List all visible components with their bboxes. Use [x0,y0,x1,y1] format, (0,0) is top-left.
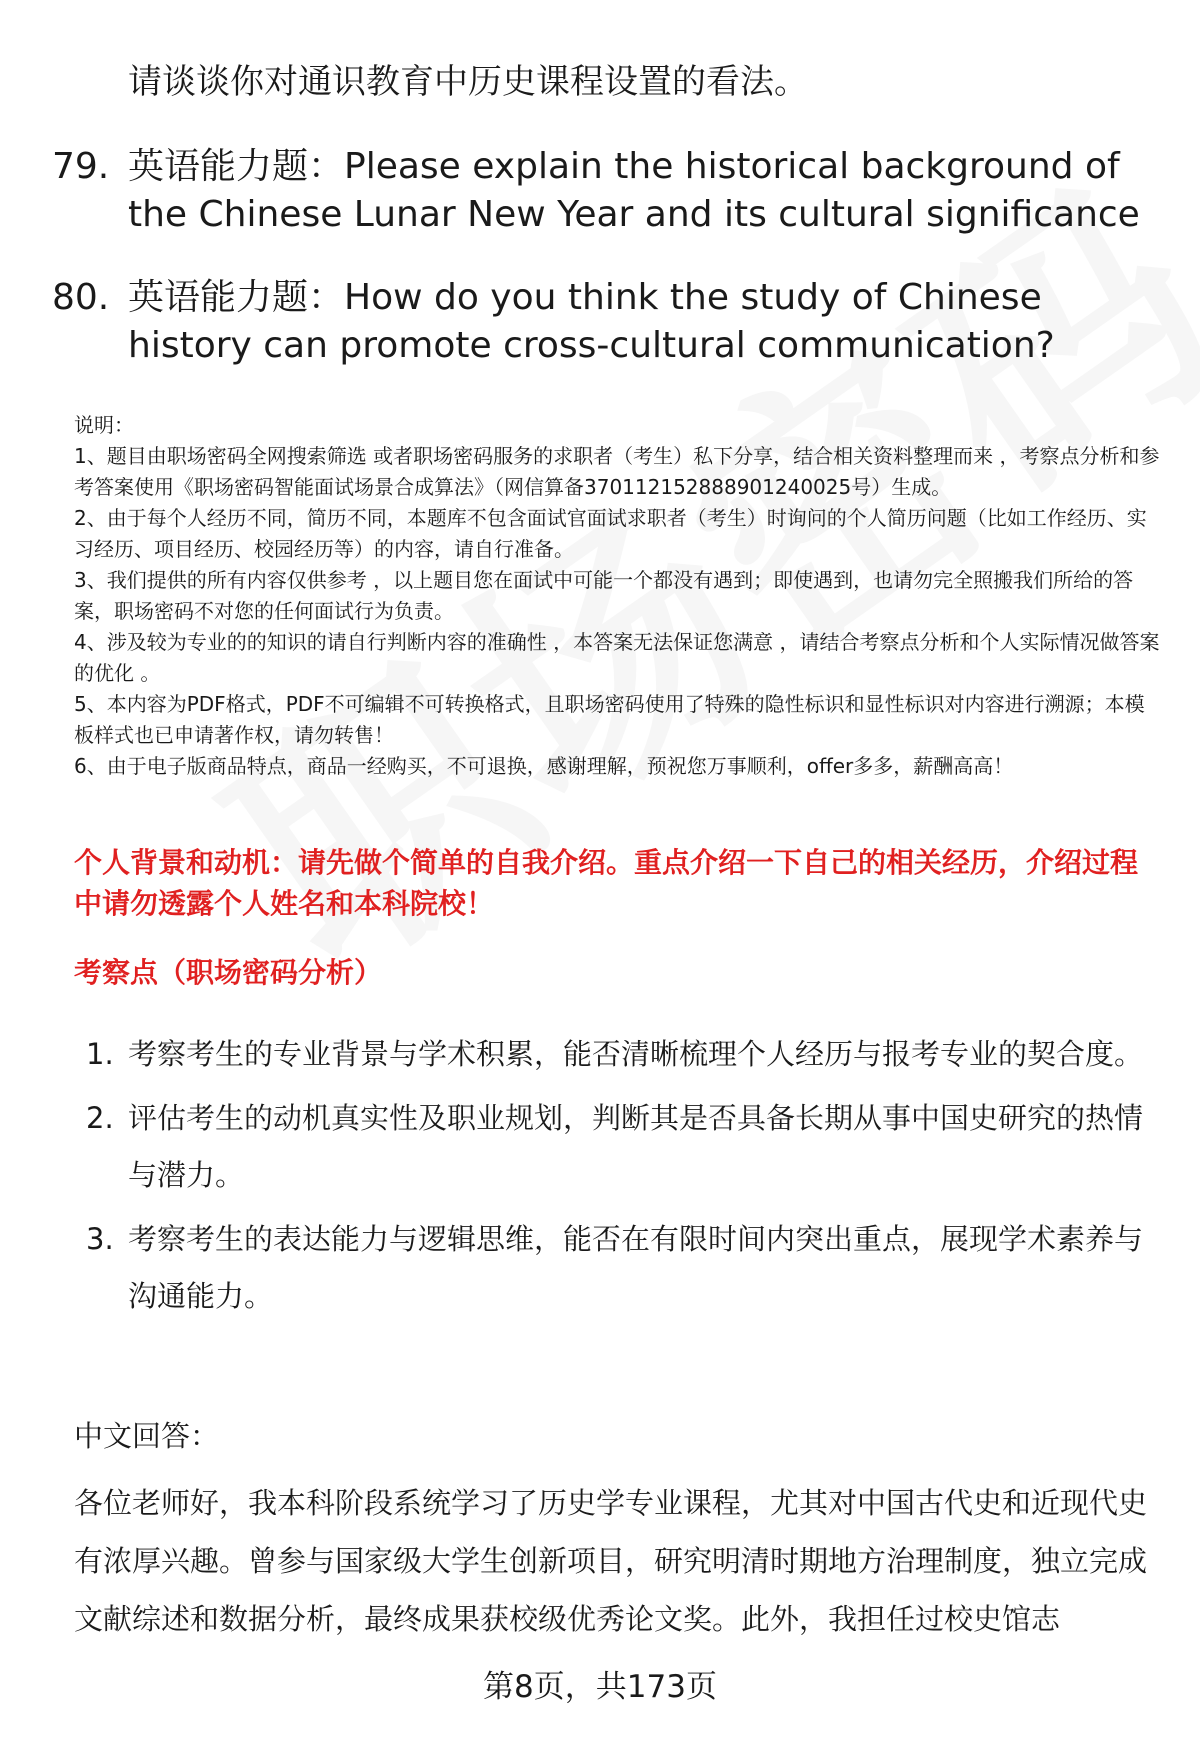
question-intro: 请谈谈你对通识教育中历史课程设置的看法。 [128,62,808,102]
note-item: 4、涉及较为专业的的知识的请自行判断内容的准确性 ，本答案无法保证您满意 ，请结合考察点分析和个人实际情况做答案的优化 。 [74,630,1160,685]
question-79 [52,143,1162,239]
note-item: 6、由于电子版商品特点，商品一经购买，不可退换，感谢理解，预祝您万事顺利，offer多多，薪酬高高！ [74,754,1014,778]
question-number: 80. [52,277,110,318]
assessment-points [86,1026,1166,1332]
answer-body: 各位老师好，我本科阶段系统学习了历史学专业课程，尤其对中国古代史和近现代史有浓厚兴趣。曾参与国家级大学生创新项目，研究明清时期地方治理制度，独立完成文献综述和数据分析，最终成果获校级优秀论文奖。此外，我担任过校史馆志 [74,1486,1148,1636]
question-number: 79. [52,146,110,187]
note-item: 3、我们提供的所有内容仅供参考 ，以上题目您在面试中可能一个都没有遇到；即使遇到，也请勿完全照搬我们所给的答案，职场密码不对您的任何面试行为负责。 [74,568,1134,623]
question-text: 英语能力题：How do you think the study of Chinese history can promote cross-cultural communication? [128,277,1055,366]
note-item: 1、题目由职场密码全网搜索筛选 或者职场密码服务的求职者（考生）私下分享，结合相关资料整理而来 ，考察点分析和参考答案使用《职场密码智能面试场景合成算法》（网信算备370112152888901240025号）生成。 [74,444,1160,499]
assessment-point [86,1211,1166,1325]
point-index: 1. [86,1037,114,1071]
question-80 [52,274,1162,370]
background-question: 个人背景和动机：请先做个简单的自我介绍。重点介绍一下自己的相关经历，介绍过程中请勿透露个人姓名和本科院校！ [74,846,1139,920]
answer-label: 中文回答： [74,1419,220,1453]
notes-title: 说明： [74,413,134,437]
point-text: 考察考生的表达能力与逻辑思维，能否在有限时间内突出重点，展现学术素养与沟通能力。 [128,1222,1144,1313]
point-index: 2. [86,1101,114,1135]
assessment-point [86,1090,1166,1204]
point-text: 考察考生的专业背景与学术积累，能否清晰梳理个人经历与报考专业的契合度。 [128,1037,1144,1071]
point-text: 评估考生的动机真实性及职业规划，判断其是否具备长期从事中国史研究的热情与潜力。 [128,1101,1144,1192]
question-text: 英语能力题：Please explain the historical background of the Chinese Lunar New Year and its cultural significance [128,146,1140,235]
assessment-point [86,1026,1166,1083]
page-footer: 第8页，共173页 [483,1669,717,1705]
note-item: 2、由于每个人经历不同，简历不同，本题库不包含面试官面试求职者（考生）时询问的个人简历问题（比如工作经历、实习经历、项目经历、校园经历等）的内容，请自行准备。 [74,506,1147,561]
point-index: 3. [86,1222,114,1256]
notes-section [74,410,1160,782]
note-item: 5、本内容为PDF格式，PDF不可编辑不可转换格式，且职场密码使用了特殊的隐性标识和显性标识对内容进行溯源；本模板样式也已申请著作权，请勿转售！ [74,692,1145,747]
assessment-title: 考察点（职场密码分析） [74,956,383,989]
